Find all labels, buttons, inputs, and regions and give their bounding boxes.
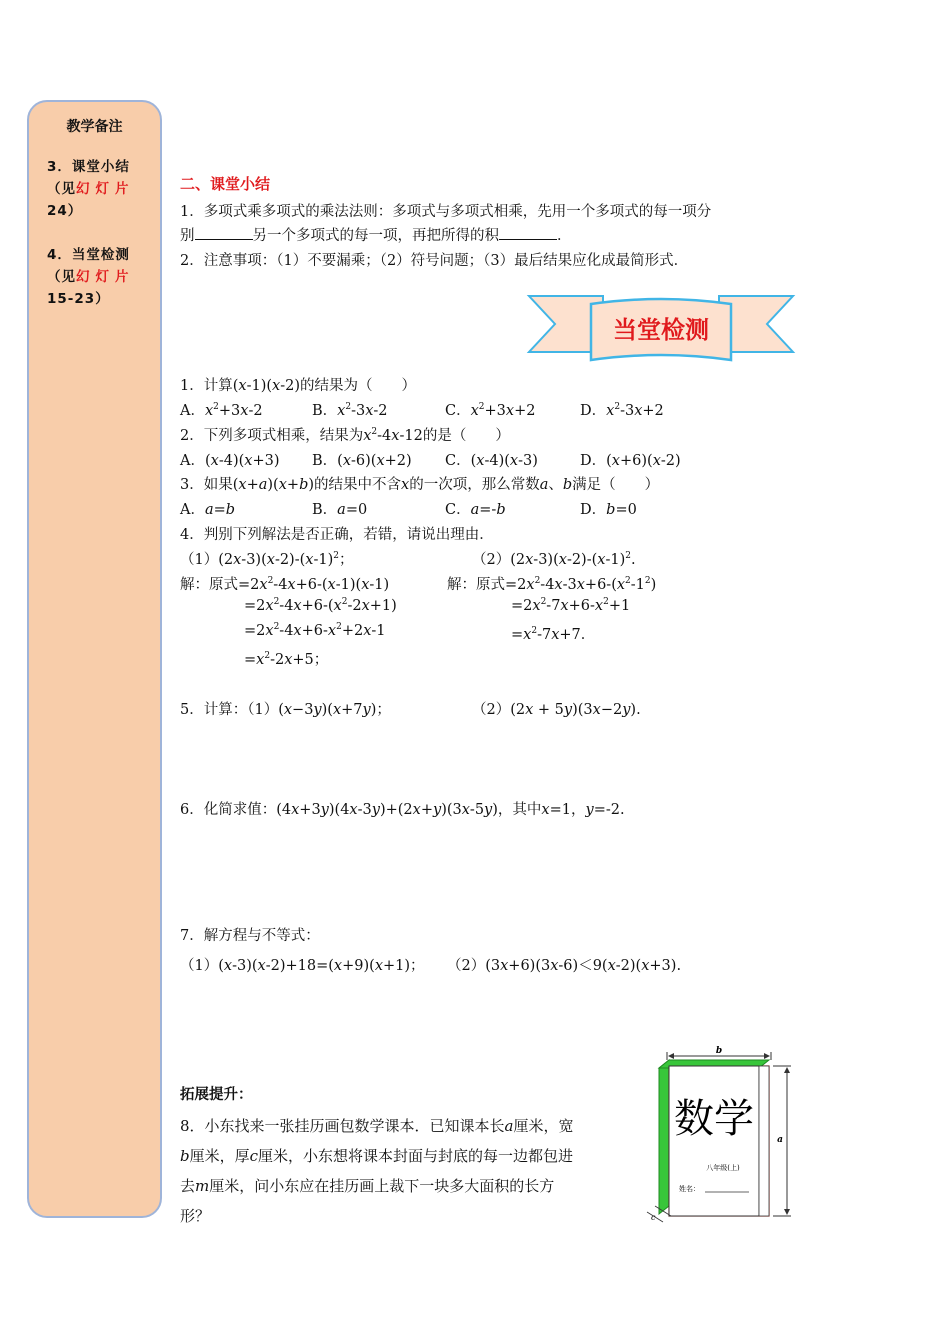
fill-blank [195,227,253,240]
dim-a-label: a [777,1135,783,1145]
book-title: 数学 [674,1096,754,1142]
q3-option-d: D．b=0 [580,502,637,518]
q7-part2: （2）(3x+6)(3x-6)＜9(x-2)(x+3). [447,958,682,974]
q2-option-d: D．(x+6)(x-2) [580,453,681,469]
summary-heading: 二、课堂小结 [180,175,271,193]
book-name-label: 姓名： [679,1185,700,1193]
dim-b-label: b [715,1046,723,1056]
q4-part2: $(2)(2x-3)(x-2)-(x-1)^2$. [472,551,636,568]
q1-option-c: C．$x^2+3x+2$ [445,402,536,419]
q6-stem: 6．化简求值：(4x+3y)(4x-3y)+(2x+y)(3x-5y)，其中x=1，y=-2. [180,802,625,818]
q4-solution1-line1: 解：原式$=2x^2-4x+6-(x-1)(x-1)$ [180,576,390,593]
q4-solution1-line3: $=2x^2-4x+6-x^2+2x-1$ [244,622,386,639]
q3-option-a: A．a=b [180,502,236,518]
q5-stem: 5．计算：（1）(x−3y)(x+7y)； [180,702,391,718]
q4-solution1-line2: $=2x^2-4x+6-(x^2-2x+1)$ [244,597,397,614]
banner-label: 当堂检测 [613,316,709,344]
q1-option-b: B．$x^2-3x-2$ [312,402,388,419]
q1-stem: 1．计算(x-1)(x-2)的结果为（ ） [180,378,416,394]
q2-stem: 2．下列多项式相乘，结果为$x^2-4x-12$的是（ ） [180,427,510,444]
extension-heading: 拓展提升： [180,1087,253,1103]
summary-line2: 2．注意事项：（1）不要漏乘；（2）符号问题；（3）最后结果应化成最简形式． [180,253,689,269]
teaching-notes-sidebar [27,100,162,1218]
dim-c-label: c [651,1213,656,1222]
q2-option-c: C．(x-4)(x-3) [445,453,538,469]
q2-option-b: B．(x-6)(x+2) [312,453,412,469]
q1-option-a: A．$x^2+3x-2$ [180,402,263,419]
fill-blank [499,227,557,240]
sidebar-item-test: 4．当堂检测 （见幻灯片 15-23） [47,247,135,307]
q3-option-b: B．a=0 [312,502,368,518]
sidebar-item-summary: 3．课堂小结 （见幻灯片 24） [47,159,135,219]
q7-part1: （1）(x-3)(x-2)+18=(x+9)(x+1)； [180,958,425,974]
extension-problem: 8．小东找来一张挂历画包数学课本．已知课本长a厘米，宽 b厘米，厚c厘米，小东想将课本封面与封底的每一边都包进 去m厘米，问小东应在挂历画上裁下一块多大面积的长方 形？ [180,1117,574,1225]
q4-part1: $(1)(2x-3)(x-2)-(x-1)^2$； [180,551,354,568]
q5-part2: （2）(2x + 5y)(3x−2y). [472,702,641,718]
q3-stem: 3．如果(x+a)(x+b)的结果中不含x的一次项，那么常数a、b满足（ ） [180,477,660,493]
sidebar-title: 教学备注 [66,119,123,135]
book-grade: 八年级(上) [706,1164,740,1172]
q2-option-a: A．(x-4)(x+3) [180,453,280,469]
q7-stem: 7．解方程与不等式： [180,928,320,944]
textbook-figure [643,1044,798,1229]
q4-solution2-line2: $=2x^2-7x+6-x^2+1$ [511,597,631,614]
q4-solution2-line1: 解：原式$=2x^2-4x-3x+6-(x^2-1^2)$ [447,576,657,593]
q4-stem: 4．判别下列解法是否正确，若错，请说出理由． [180,527,494,543]
q1-option-d: D．$x^2-3x+2$ [580,402,664,419]
summary-line1: 1．多项式乘多项式的乘法法则：多项式与多项式相乘，先用一个多项式的每一项分 [180,204,712,220]
q3-option-c: C．a=-b [445,502,506,518]
summary-line1b: 别 另一个多项式的每一项，再把所得的积 ． [180,228,572,244]
q4-solution1-line4: $=x^2-2x+5$； [244,651,329,668]
section-banner [525,292,797,364]
q4-solution2-line3: $=x^2-7x+7$． [511,626,596,643]
